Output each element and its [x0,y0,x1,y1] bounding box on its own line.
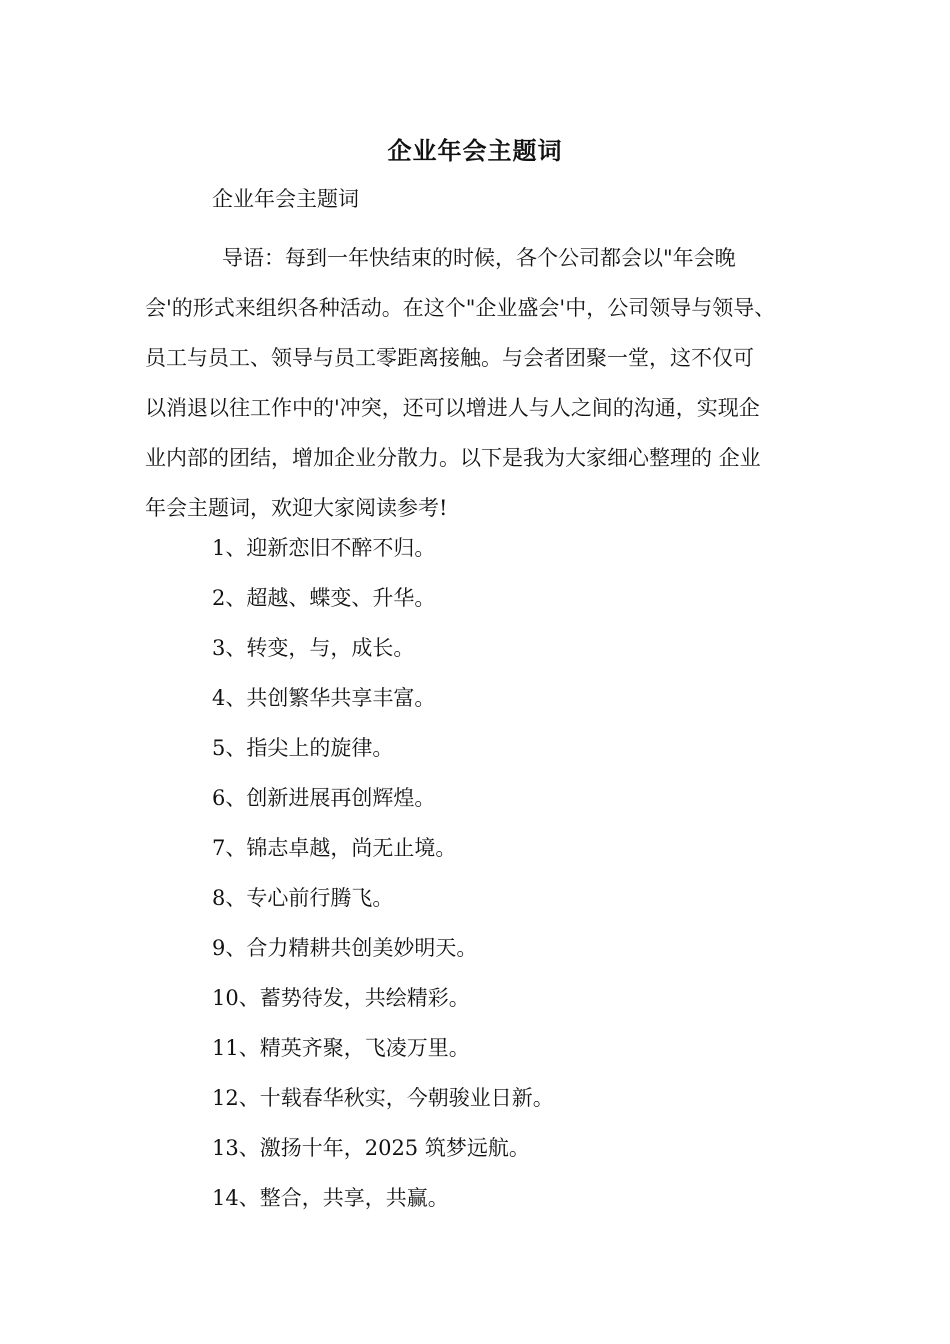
intro-line: 导语：每到一年快结束的时候，各个公司都会以"年会晚 [222,246,736,270]
page-title: 企业年会主题词 [387,136,563,165]
list-item: 10、蓄势待发，共绘精彩。 [212,986,470,1010]
intro-line: 员工与员工、领导与员工零距离接触。与会者团聚一堂，这不仅可 [145,346,754,370]
intro-line: 年会主题词，欢迎大家阅读参考! [145,496,448,520]
intro-paragraph [145,233,825,533]
intro-line: 会'的形式来组织各种活动。在这个"企业盛会'中，公司领导与领导、 [145,296,776,320]
list-item: 3、转变，与，成长。 [212,636,415,660]
list-item: 4、共创繁华共享丰富。 [212,686,436,710]
list-item: 13、激扬十年，2025 筑梦远航。 [212,1136,530,1160]
list-item: 2、超越、蝶变、升华。 [212,586,436,610]
list-item: 1、迎新恋旧不醉不归。 [212,536,436,560]
intro-line: 以消退以往工作中的'冲突，还可以增进人与人之间的沟通，实现企 [145,396,760,420]
list-item: 14、整合，共享，共赢。 [212,1186,449,1210]
list-item: 5、指尖上的旋律。 [212,736,394,760]
document-subtitle: 企业年会主题词 [212,187,359,211]
intro-line: 业内部的团结，增加企业分散力。以下是我为大家细心整理的 企业 [145,446,761,470]
list-item: 6、创新进展再创辉煌。 [212,786,436,810]
list-item: 12、十载春华秋实，今朝骏业日新。 [212,1086,554,1110]
list-item: 8、专心前行腾飞。 [212,886,394,910]
list-item: 9、合力精耕共创美妙明天。 [212,936,478,960]
theme-list [212,533,554,1233]
list-item: 11、精英齐聚，飞凌万里。 [212,1036,470,1060]
list-item: 7、锦志卓越，尚无止境。 [212,836,457,860]
